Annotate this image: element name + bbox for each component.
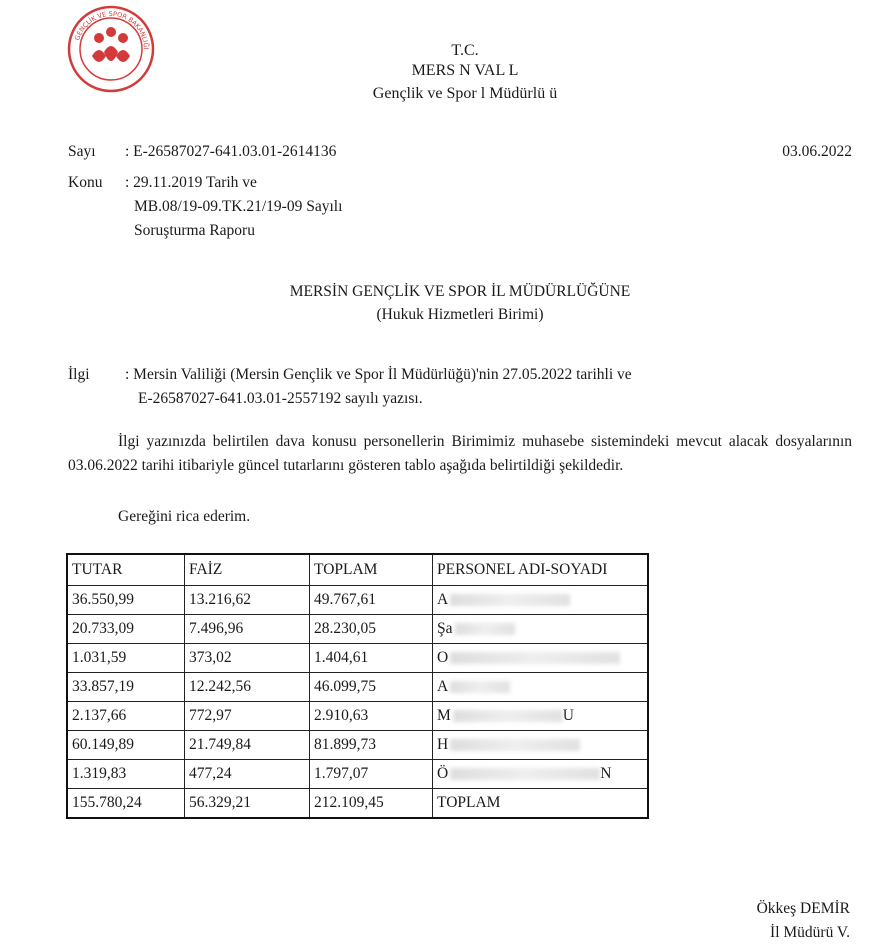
cell-faiz: 477,24 [185, 760, 310, 789]
cell-tutar: 2.137,66 [67, 702, 185, 731]
table-row [67, 644, 648, 673]
header-toplam: TOPLAM [310, 554, 433, 586]
document-date: 03.06.2022 [782, 143, 852, 160]
cell-faiz: 12.242,56 [185, 673, 310, 702]
cell-tutar: 1.031,59 [67, 644, 185, 673]
cell-tutar: 33.857,19 [67, 673, 185, 702]
cell-faiz: 772,97 [185, 702, 310, 731]
cell-toplam: 2.910,63 [310, 702, 433, 731]
cell-toplam: 81.899,73 [310, 731, 433, 760]
ilgi-line-1: : Mersin Valiliği (Mersin Gençlik ve Spor İl Müdürlüğü)'nin 27.05.2022 tarihli ve [125, 366, 632, 383]
sayi-value: : E-26587027-641.03.01-2614136 [125, 143, 337, 160]
total-tutar: 155.780,24 [67, 789, 185, 819]
redaction-mark [450, 652, 620, 664]
debt-table [66, 553, 649, 819]
cell-faiz: 21.749,84 [185, 731, 310, 760]
redaction-mark [450, 768, 600, 780]
ministry-logo [66, 4, 156, 94]
redaction-mark [453, 710, 563, 722]
cell-faiz: 373,02 [185, 644, 310, 673]
total-toplam: 212.109,45 [310, 789, 433, 819]
closing-text: Gereğini rica ederim. [118, 508, 251, 525]
header-valilik: MERS N VAL L [411, 62, 519, 79]
cell-name [433, 731, 649, 760]
table-total-row [67, 789, 648, 819]
konu-label: Konu [68, 174, 103, 191]
svg-text:GENÇLİK VE SPOR BAKANLIĞI: GENÇLİK VE SPOR BAKANLIĞI [73, 9, 151, 50]
cell-tutar: 20.733,09 [67, 615, 185, 644]
name-visible: A [437, 591, 449, 608]
cell-toplam: 46.099,75 [310, 673, 433, 702]
name-visible: Ö [437, 765, 449, 782]
redaction-mark [450, 681, 510, 693]
total-label: TOPLAM [433, 789, 649, 819]
name-visible: A [437, 678, 449, 695]
header-directorate: Gençlik ve Spor l Müdürlü ü [372, 85, 558, 102]
redaction-mark [450, 594, 570, 606]
table-header-row [67, 554, 648, 586]
cell-name [433, 673, 649, 702]
table-row [67, 615, 648, 644]
name-visible-tail: N [600, 765, 612, 782]
cell-name [433, 615, 649, 644]
cell-name [433, 760, 649, 789]
cell-tutar: 60.149,89 [67, 731, 185, 760]
cell-toplam: 28.230,05 [310, 615, 433, 644]
table-row [67, 586, 648, 615]
addressee-line-1: MERSİN GENÇLİK VE SPOR İL MÜDÜRLÜĞÜNE [289, 283, 631, 300]
cell-toplam: 49.767,61 [310, 586, 433, 615]
table-row [67, 673, 648, 702]
cell-faiz: 13.216,62 [185, 586, 310, 615]
body-paragraph: İlgi yazınızda belirtilen dava konusu personellerin Birimimiz muhasebe sistemindeki mevcut alacak dosyalarının 03.06.2022 tarihi itibariyle güncel tutarlarını gösteren tablo aşağıda belirtildiği şekildedir. [68, 433, 852, 474]
table-row [67, 702, 648, 731]
ilgi-label: İlgi [68, 366, 90, 383]
header-personel: PERSONEL ADI-SOYADI [433, 554, 649, 586]
header-faiz: FAİZ [185, 554, 310, 586]
table-row [67, 731, 648, 760]
cell-faiz: 7.496,96 [185, 615, 310, 644]
table-row [67, 760, 648, 789]
cell-name [433, 644, 649, 673]
cell-tutar: 1.319,83 [67, 760, 185, 789]
redaction-mark [455, 623, 515, 635]
addressee-line-2: (Hukuk Hizmetleri Birimi) [376, 306, 544, 323]
cell-tutar: 36.550,99 [67, 586, 185, 615]
konu-line-1: : 29.11.2019 Tarih ve [125, 174, 257, 191]
total-faiz: 56.329,21 [185, 789, 310, 819]
header-tutar: TUTAR [67, 554, 185, 586]
signatory-name: Ökkeş DEMİR [756, 900, 850, 917]
name-visible: O [437, 649, 449, 666]
konu-line-2: MB.08/19-09.TK.21/19-09 Sayılı [134, 198, 343, 215]
name-visible: M [437, 707, 451, 724]
name-visible-tail: U [562, 707, 574, 724]
cell-name [433, 702, 649, 731]
cell-toplam: 1.404,61 [310, 644, 433, 673]
signatory-title: İl Müdürü V. [770, 924, 850, 941]
cell-name [433, 586, 649, 615]
header-tc: T.C. [451, 42, 479, 59]
ilgi-line-2: E-26587027-641.03.01-2557192 sayılı yazısı. [138, 390, 423, 407]
konu-line-3: Soruşturma Raporu [134, 222, 255, 239]
name-visible: H [437, 736, 449, 753]
name-visible: Şa [437, 620, 453, 637]
sayi-label: Sayı [68, 143, 96, 160]
cell-toplam: 1.797,07 [310, 760, 433, 789]
redaction-mark [450, 739, 580, 751]
